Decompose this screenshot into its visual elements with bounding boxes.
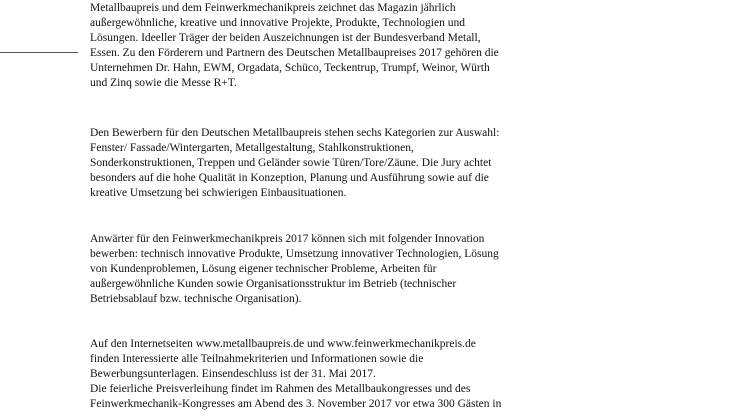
text-line: Anwärter für den Feinwerkmechanikpreis 2017 können sich mit folgender Innovation xyxy=(90,233,485,245)
text-line: Den Bewerbern für den Deutschen Metallbaupreis stehen sechs Kategorien zur Auswahl: xyxy=(90,127,500,139)
text-line: besonders auf die hohe Qualität in Konzeption, Planung und Ausführung sowie auf die xyxy=(90,172,489,184)
text-line: und Zinq sowie die Messe R+T. xyxy=(90,77,237,89)
text-line: Lösungen. Ideeller Träger der beiden Auszeichnungen ist der Bundesverband Metall, xyxy=(90,32,481,44)
text-line: außergewöhnliche, kreative und innovative Projekte, Produkte, Technologien und xyxy=(90,17,465,29)
text-line: Die feierliche Preisverleihung findet im Rahmen des Metallbaukongresses und des xyxy=(90,383,471,395)
text-line: Feinwerkmechanik-Kongresses am Abend des 3. November 2017 vor etwa 300 Gästen in xyxy=(90,398,502,410)
paragraph-websites-ceremony xyxy=(90,337,690,412)
text-line: Metallbaupreis und dem Feinwerkmechanikpreis zeichnet das Magazin jährlich xyxy=(90,2,456,14)
text-line: finden Interessierte alle Teilnahmekriterien und Informationen sowie die xyxy=(90,353,424,365)
text-line: Unternehmen Dr. Hahn, EWM, Orgadata, Schüco, Teckentrup, Trumpf, Weinor, Würth xyxy=(90,62,490,74)
text-line: kreative Umsetzung bei schwierigen Einbausituationen. xyxy=(90,187,347,199)
text-line: Essen. Zu den Förderern und Partnern des Deutschen Metallbaupreises 2017 gehören die xyxy=(90,47,499,59)
text-line: Betriebsablauf bzw. technische Organisation). xyxy=(90,293,302,305)
paragraph-feinwerkmechanikpreis xyxy=(90,232,690,307)
paragraph-intro xyxy=(90,1,690,91)
text-line: außergewöhnliche Kunden sowie Organisationsstruktur im Betrieb (technischer xyxy=(90,278,457,290)
margin-rule xyxy=(0,52,78,53)
paragraph-metallbaupreis-categories xyxy=(90,126,690,201)
text-line: Bewerbungsunterlagen. Einsendeschluss ist der 31. Mai 2017. xyxy=(90,368,376,380)
text-line: Fenster/ Fassade/Wintergarten, Metallgestaltung, Stahlkonstruktionen, xyxy=(90,142,414,154)
text-line: bewerben: technisch innovative Produkte, Umsetzung innovativer Technologien, Lösung xyxy=(90,248,499,260)
text-line: Sonderkonstruktionen, Treppen und Geländer sowie Türen/Tore/Zäune. Die Jury achtet xyxy=(90,157,492,169)
text-line: Auf den Internetseiten www.metallbaupreis.de und www.feinwerkmechanikpreis.de xyxy=(90,338,476,350)
text-line: von Kundenproblemen, Lösung eigener technischer Probleme, Arbeiten für xyxy=(90,263,437,275)
